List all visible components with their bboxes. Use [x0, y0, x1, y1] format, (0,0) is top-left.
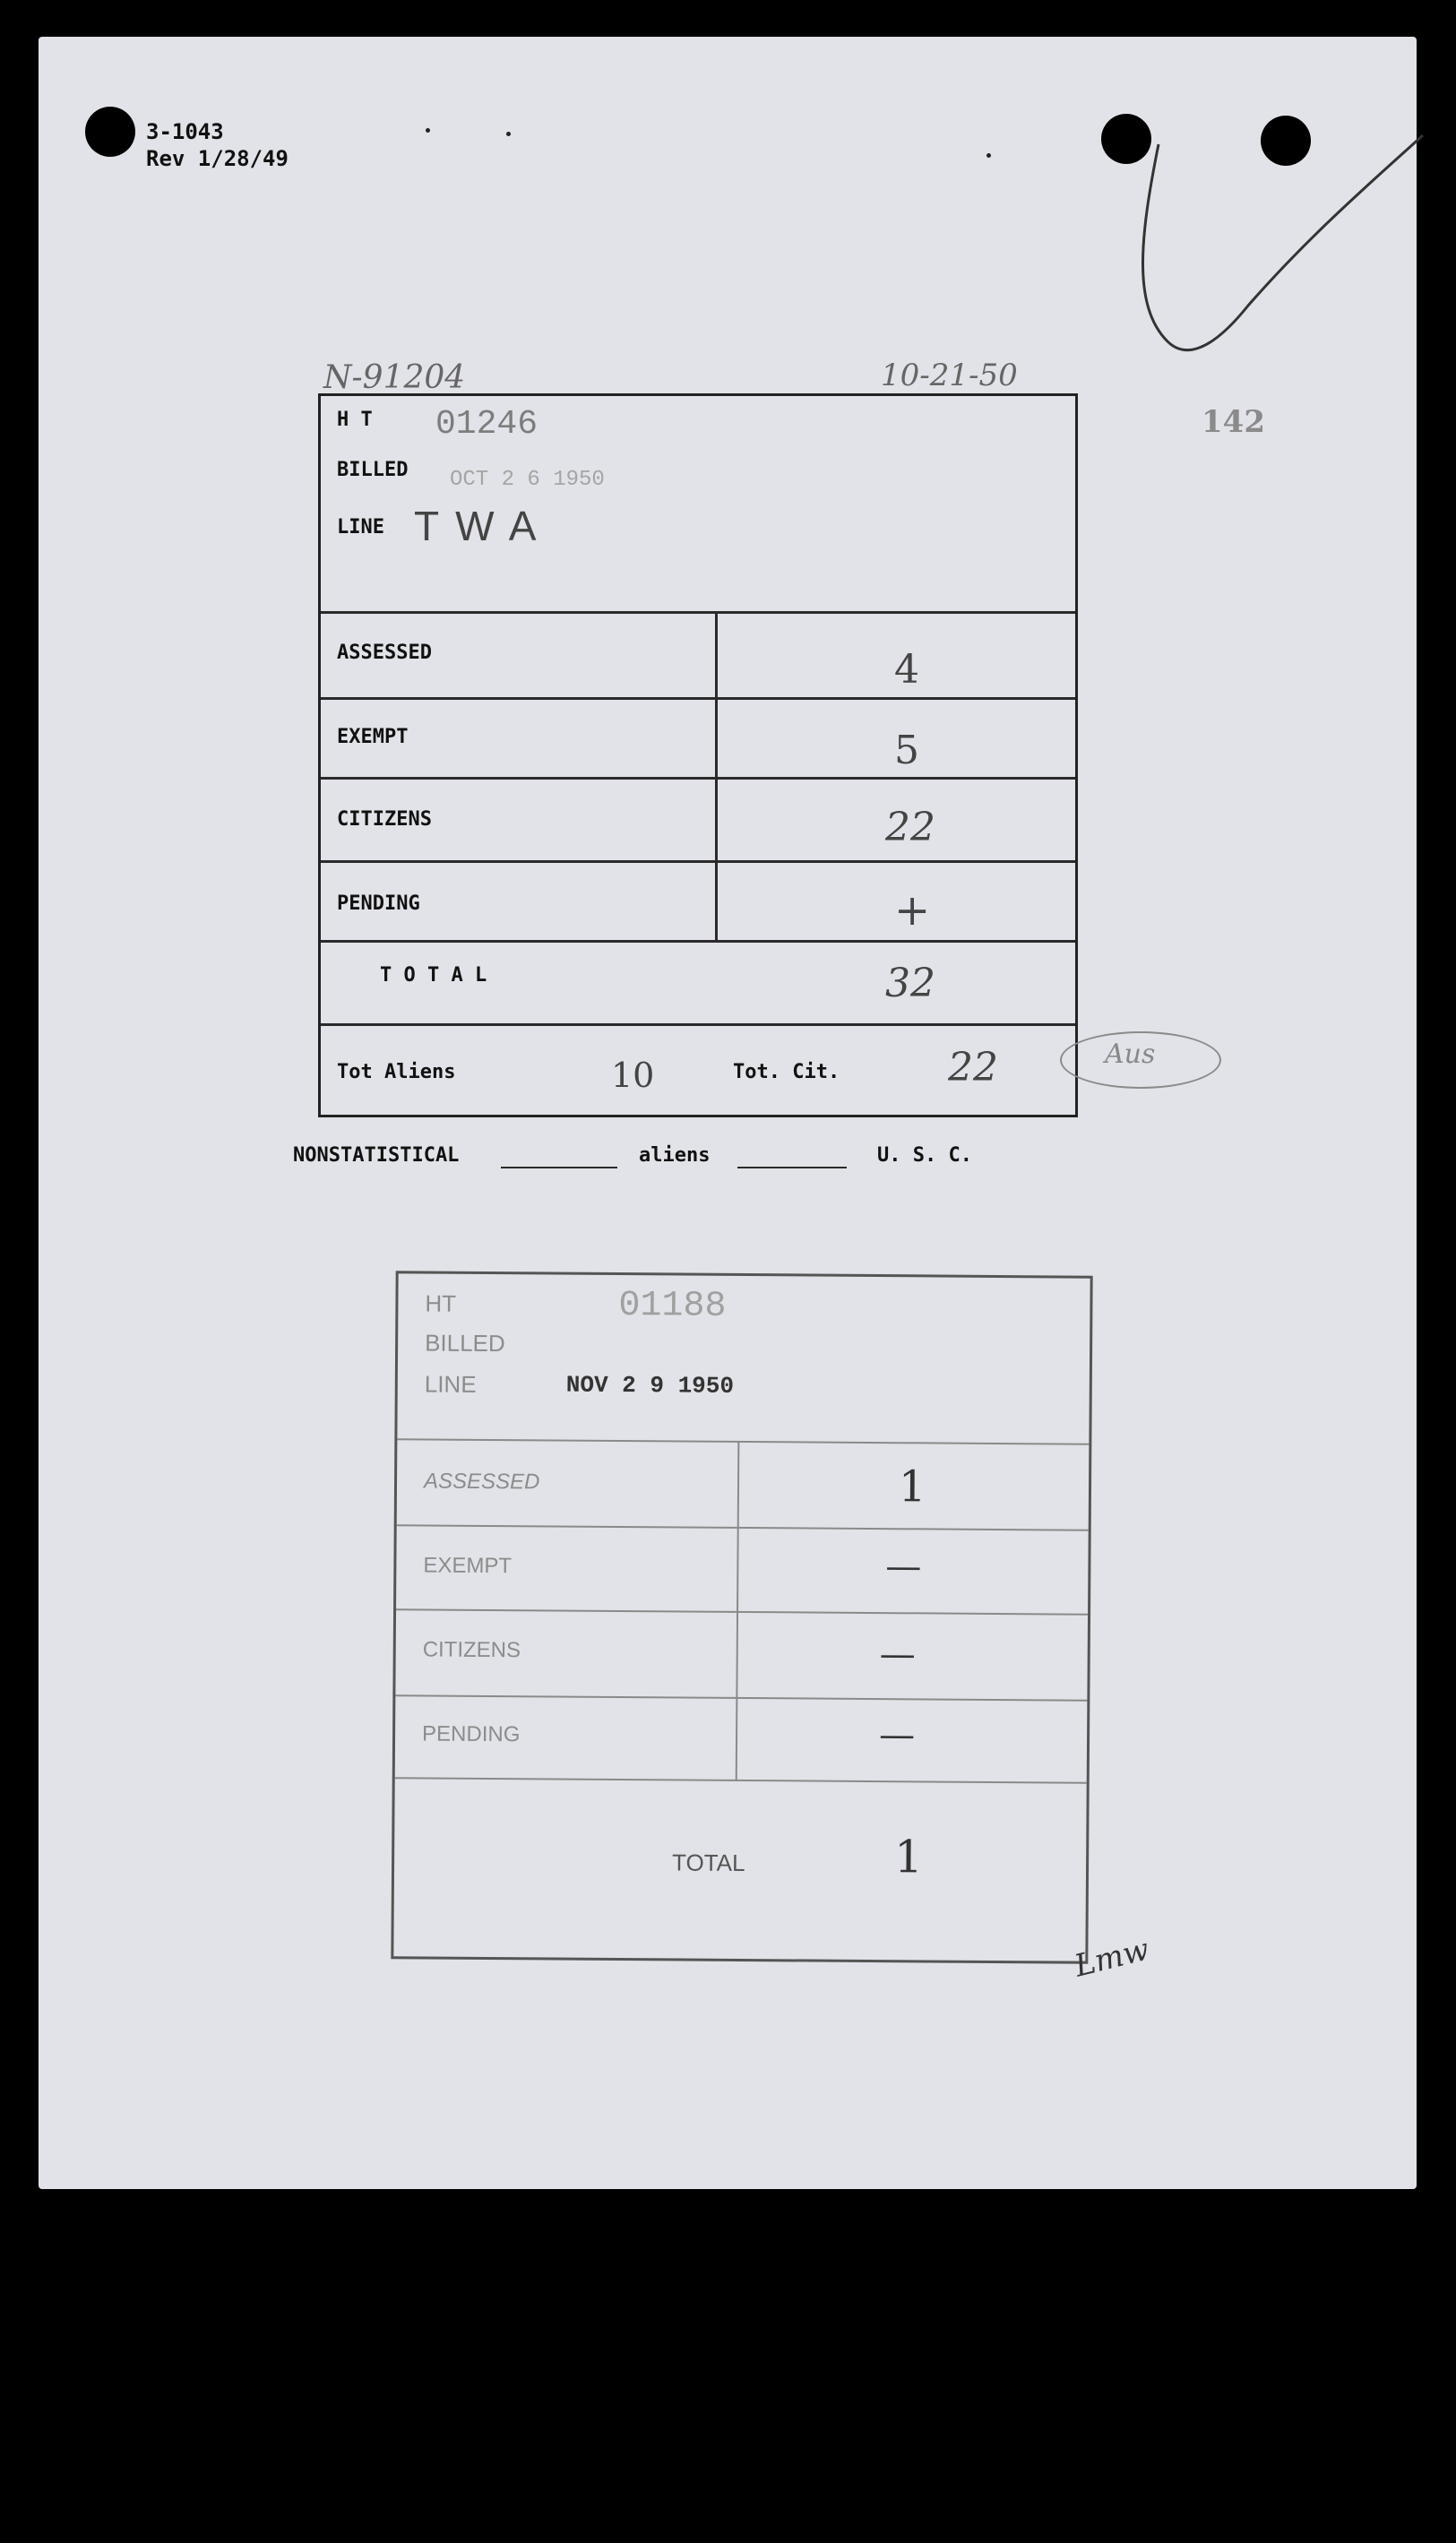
- bottom-row-value-exempt: —: [885, 1546, 922, 1588]
- bottom-ht-label: HT: [425, 1289, 457, 1317]
- tot-aliens-value: 10: [611, 1056, 655, 1095]
- row-value-pending: +: [894, 885, 931, 935]
- row-label-exempt: EXEMPT: [337, 726, 409, 748]
- bottom-row-value-assessed: 1: [898, 1461, 926, 1513]
- bottom-line-label: LINE: [424, 1370, 477, 1398]
- top-form-column-divider: [715, 611, 718, 941]
- total-label: T O T A L: [380, 964, 487, 987]
- bottom-form-divider: [395, 1694, 1087, 1701]
- bottom-form-divider: [397, 1524, 1089, 1530]
- bottom-form: [391, 1271, 1092, 1963]
- page-number: 142: [1202, 404, 1265, 440]
- bottom-stamp: NOV 2 9 1950: [565, 1371, 735, 1400]
- check-mark-icon: [1114, 126, 1436, 422]
- bottom-row-label-citizens: CITIZENS: [422, 1637, 521, 1663]
- bottom-row-label-exempt: EXEMPT: [423, 1553, 513, 1579]
- file-number: N-91204: [323, 359, 466, 396]
- top-form: [318, 393, 1078, 1117]
- top-form-divider: [321, 611, 1075, 614]
- row-value-citizens: 22: [885, 805, 935, 850]
- stray-dot: [506, 132, 511, 136]
- bottom-form-divider: [397, 1438, 1089, 1444]
- billed-stamp: OCT 2 6 1950: [450, 468, 605, 492]
- top-form-divider: [321, 860, 1075, 863]
- row-label-citizens: CITIZENS: [337, 808, 432, 831]
- row-label-assessed: ASSESSED: [337, 642, 432, 664]
- bottom-row-label-assessed: ASSESSED: [423, 1469, 540, 1495]
- top-form-divider: [321, 1023, 1075, 1026]
- bottom-form-divider: [395, 1777, 1087, 1783]
- document-page: [39, 37, 1417, 2189]
- ht-value: 01246: [435, 405, 538, 444]
- total-value: 32: [885, 961, 935, 1006]
- nonstat-aliens-blank: [737, 1167, 847, 1168]
- top-form-divider: [321, 940, 1075, 943]
- stray-dot: [986, 153, 991, 158]
- nonstat-label: NONSTATISTICAL: [293, 1144, 460, 1167]
- ht-label: H T: [337, 409, 373, 431]
- bottom-billed-label: BILLED: [425, 1329, 505, 1358]
- bottom-form-divider: [396, 1608, 1088, 1615]
- bottom-ht-value: 01188: [618, 1286, 727, 1327]
- punch-hole-left: [85, 107, 135, 157]
- bottom-row-label-pending: PENDING: [421, 1721, 521, 1747]
- form-revision: Rev 1/28/49: [146, 146, 289, 171]
- nonstat-aliens-label: aliens: [639, 1144, 711, 1167]
- line-label: LINE: [337, 516, 384, 539]
- line-value: TWA: [414, 503, 553, 549]
- initials-bottom: Lmw: [1071, 1931, 1153, 1985]
- form-date: 10-21-50: [881, 358, 1018, 393]
- bottom-total-label: TOTAL: [671, 1849, 745, 1877]
- bottom-row-value-citizens: —: [879, 1634, 916, 1676]
- bottom-row-value-pending: —: [878, 1714, 916, 1756]
- initials-top: Aus: [1105, 1039, 1156, 1070]
- nonstat-usc-label: U. S. C.: [877, 1144, 972, 1167]
- billed-label: BILLED: [337, 459, 409, 481]
- tot-cit-value: 22: [948, 1045, 998, 1090]
- stray-dot: [426, 128, 430, 133]
- row-value-exempt: 5: [894, 728, 919, 773]
- row-value-assessed: 4: [894, 647, 919, 693]
- nonstat-blank: [501, 1167, 617, 1168]
- bottom-total-value: 1: [893, 1831, 924, 1884]
- top-form-divider: [321, 697, 1075, 700]
- top-form-divider: [321, 777, 1075, 780]
- row-label-pending: PENDING: [337, 892, 420, 915]
- form-number: 3-1043: [146, 119, 224, 144]
- tot-cit-label: Tot. Cit.: [733, 1061, 840, 1083]
- tot-aliens-label: Tot Aliens: [337, 1061, 456, 1083]
